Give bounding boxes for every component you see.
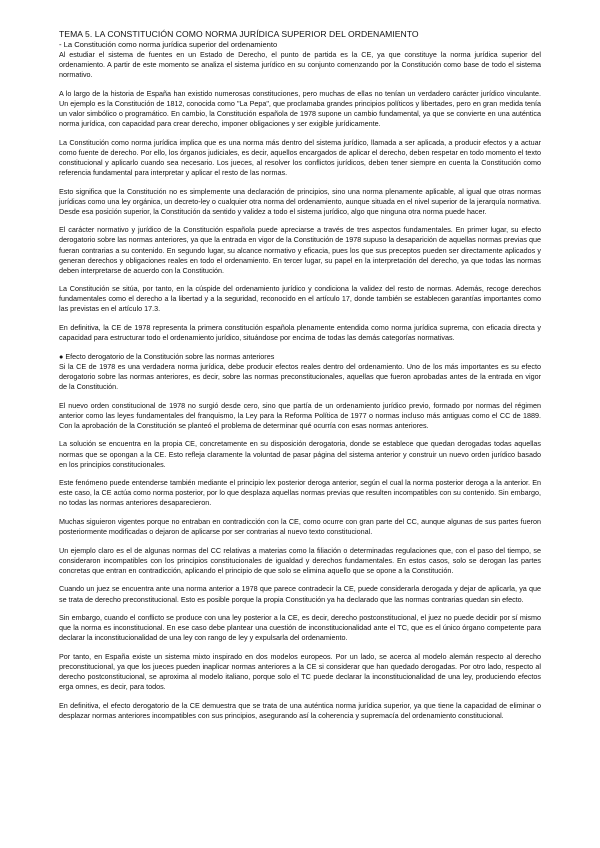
paragraph-4: Esto significa que la Constitución no es simplemente una declaración de principios, sino una norma plenamente aplicable, al igual que otras normas jurídicas como una ley orgánica, un decreto-ley o cualquier otra norma del ordenamiento, aunque situada en el nivel superior de la jerarquía normativa. Desde esa posición superior, la Constitución da sentido y validez a todo el sistema jurídico, algo que ninguna otra norma puede hacer.: [59, 186, 541, 216]
paragraph-9: El nuevo orden constitucional de 1978 no surgió desde cero, sino que partía de un ordenamiento jurídico previo, formado por normas del régimen anterior como las leyes fundamentales del franquismo, la Ley para la Reforma Política de 1977 o normas incluso más antiguas como el CC de 1889. Con la aprobación de la Constitución se planteó el problema de determinar qué ocurría con esas normas anteriores.: [59, 400, 541, 430]
paragraph-17: En definitiva, el efecto derogatorio de la CE demuestra que se trata de una auténtica norma jurídica superior, ya que tiene la capacidad de eliminar o desplazar normas anteriores incompatibles con sus principios, asegurando así la coherencia y supremacía del ordenamiento constitucional.: [59, 700, 541, 720]
paragraph-1: Al estudiar el sistema de fuentes en un Estado de Derecho, el punto de partida es la CE, ya que constituye la norma jurídica superior del ordenamiento. A partir de este momento se analiza el sistema jurídico en su conjunto comenzando por la Constitución como base de todo el sistema normativo.: [59, 50, 541, 80]
paragraph-5: El carácter normativo y jurídico de la Constitución española puede apreciarse a través de tres aspectos fundamentales. En primer lugar, su efecto derogatorio sobre las normas anteriores, ya que la entrada en vigor de la Constitución de 1978 supuso la desaparición de aquellas normas previas que fueran contrarias a su contenido. En segundo lugar, su alcance normativo y eficacia, pues los que sus preceptos pueden ser directamente aplicados y generan derechos y obligaciones reales en todo el ordenamiento. En tercer lugar, su papel en la interpretación del derecho, ya que todas las normas deben interpretarse de acuerdo con la Constitución.: [59, 225, 541, 275]
section-subtitle: - La Constitución como norma jurídica superior del ordenamiento: [59, 40, 278, 49]
paragraph-12: Muchas siguieron vigentes porque no entraban en contradicción con la CE, como ocurre con gran parte del CC, aunque algunas de sus partes fueron posteriormente modificadas o dejaron de aplicarse por ser contrarias al nuevo texto constitucional.: [59, 516, 541, 537]
paragraph-10: La solución se encuentra en la propia CE, concretamente en su disposición derogatoria, donde se establece que quedan derogadas todas aquellas normas que se opongan a la CE. Esto refleja claramente la voluntad de pasar página del sistema anterior y construir un nuevo orden jurídico basado en los principios constitucionales.: [59, 439, 541, 469]
document-title: TEMA 5. LA CONSTITUCIÓN COMO NORMA JURÍDICA SUPERIOR DEL ORDENAMIENTO: [59, 29, 419, 39]
paragraph-15: Sin embargo, cuando el conflicto se produce con una ley posterior a la CE, es decir, derecho postconstitucional, el juez no puede decidir por sí mismo que la norma es inconstitucional. En ese caso debe plantear una cuestión de inconstitucionalidad ante el TC, que es el único órgano competente para declarar la inconstitucionalidad de una ley con rango de ley y expulsarla del ordenamiento.: [59, 613, 541, 643]
paragraph-14: Cuando un juez se encuentra ante una norma anterior a 1978 que parece contradecir la CE, puede considerarla derogada y dejar de aplicarla, ya que se trata de derecho preconstitucional. Esto es posible porque la propia Constitución ya ha declarado que las normas contrarias quedan sin efecto.: [59, 584, 541, 604]
paragraph-16: Por tanto, en España existe un sistema mixto inspirado en dos modelos europeos. Por un lado, se acerca al modelo alemán respecto al derecho preconstitucional, ya que los jueces pueden inaplicar normas anteriores a la CE si considerar que han quedado derogadas. Por otro lado, respecto al derecho postconstitucional, se aproxima al modelo italiano, porque solo el TC puede declarar la inconstitucionalidad de una ley, produciendo efectos erga omnes, es decir, para todos.: [59, 651, 541, 692]
paragraph-7: En definitiva, la CE de 1978 representa la primera constitución española plenamente entendida como norma jurídica suprema, con eficacia directa y capacidad para estructurar todo el ordenamiento jurídico, situándose por encima de todas las demás categorías normativas.: [59, 323, 541, 343]
paragraph-11: Este fenómeno puede entenderse también mediante el principio lex posterior deroga anterior, según el cual la norma posterior deroga a la anterior. En este caso, la CE actúa como norma posterior, por lo que desplaza aquellas normas previas que resulten incompatibles con su contenido. Sin embargo, no todas las normas anteriores desaparecieron.: [59, 478, 541, 508]
paragraph-3: La Constitución como norma jurídica implica que es una norma más dentro del sistema jurídico, llamada a ser aplicada, a producir efectos y a actuar como fuente de derecho. Por ello, los órganos judiciales, es decir, aquellos encargados de aplicar el derecho, deben respetar en todo momento el texto constitucional y aplicarlo cuando sea necesario. Los jueces, al resolver los conflictos jurídicos, deben tener siempre en cuenta la Constitución como referencia fundamental para interpretar y aplicar el resto de las normas.: [59, 137, 541, 177]
paragraph-6: La Constitución se sitúa, por tanto, en la cúspide del ordenamiento jurídico y condiciona la validez del resto de normas. Además, recoge derechos fundamentales como el derecho a la libertad y a la seguridad, reconocido en el artículo 17, donde también se establecen garantías importantes como las previstas en el artículo 17.3.: [59, 284, 541, 314]
paragraph-13: Un ejemplo claro es el de algunas normas del CC relativas a materias como la filiación o determinadas regulaciones que, con el paso del tiempo, se consideraron incompatibles con los principios constitucionales de igualdad y derechos fundamentales. En estos casos, solo se derogan las partes concretas que entran en contradicción, aplicando el principio de que solo se elimina aquello que se opone a la Constitución.: [59, 545, 541, 575]
section-heading-derogatory-effect: ● Efecto derogatorio de la Constitución sobre las normas anteriores: [59, 351, 275, 361]
paragraph-8: Si la CE de 1978 es una verdadera norma jurídica, debe producir efectos reales dentro del ordenamiento. Uno de los más importantes es su efecto derogatorio sobre las normas anteriores, es decir, sobre las normas preconstitucionales, aquellas que fueron aprobadas antes de la entrada en vigor de la Constitución.: [59, 361, 541, 392]
paragraph-2: A lo largo de la historia de España han existido numerosas constituciones, pero muchas de ellas no tenían un verdadero carácter jurídico vinculante. Un ejemplo es la Constitución de 1812, conocida como "La Pepa", que proclamaba grandes principios políticos y libertades, pero en gran medida tenía un valor simbólico o programático. En cambio, la Constitución española de 1978 supone un cambio fundamental, ya que se convierte en una auténtica norma jurídica, con capacidad para crear derecho, imponer obligaciones y ser exigible jurídicamente.: [59, 88, 541, 129]
